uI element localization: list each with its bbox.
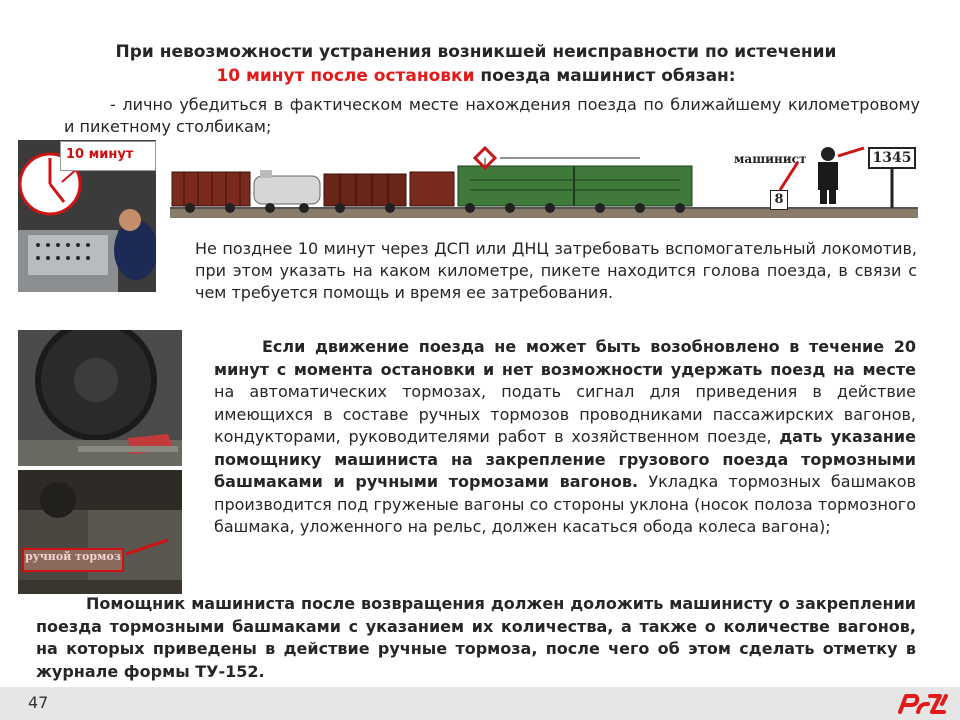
paragraph-secure-train: [214, 336, 916, 539]
wagon-3: [324, 174, 406, 206]
rzd-logo-icon: [896, 690, 950, 716]
para2-normal-2: Укладка тормозных башмаков производится под груженые вагоны со стороны уклона (носок полоза тормозного башмака, уложенного на рельс, должен касаться обода колеса вагона);: [214, 472, 917, 536]
machinist-label: машинист: [734, 152, 807, 166]
bullet-check-location: [64, 94, 920, 138]
machinist-figure: [818, 147, 838, 204]
wagon-2: [254, 170, 320, 204]
wheel-brake-shoe-photo: [18, 330, 182, 466]
page-number: 47: [28, 693, 49, 712]
para2-bold-1: Если движение поезда не может быть возобновлено в течение 20 минут с момента остановки и нет возможности удержать поезд на месте: [214, 337, 916, 379]
kilometer-sign: 1345: [868, 147, 916, 169]
clock-label: 10 минут: [66, 147, 134, 162]
para2-normal-1: на автоматических тормозах, подать сигнал для приведения в действие имеющихся в составе ручных тормозов проводниками пассажирских вагонов, кондукторами, руководителями работ в хозяйственном поезде,: [214, 382, 916, 446]
heading-highlight: 10 минут после остановки: [216, 66, 475, 86]
heading-line-2-rest: поезда машинист обязан:: [474, 66, 736, 86]
hand-brake-photo: [18, 470, 182, 594]
heading-line-1: При невозможности устранения возникшей неисправности по истечении: [115, 42, 837, 62]
paragraph-report-assistant: Помощник машиниста после возвращения должен доложить машинисту о закреплении поезда тормозными башмаками с указанием их количества, а также о количестве вагонов, на которых приведены в действие ручные тормоза, после чего об этом сделать отметку в журнале формы ТУ-152.: [36, 594, 916, 681]
heading-line-2: [36, 64, 916, 88]
footer-bar: [0, 687, 960, 720]
slide-heading: [36, 40, 916, 88]
brake-label: ручной тормоз: [25, 550, 121, 563]
locomotive: [458, 148, 692, 206]
para2-bold-2: дать указание помощнику машиниста на закрепление грузового поезда тормозными башмаками и ручными тормозами вагонов.: [214, 427, 916, 491]
paragraph-request-locomotive: Не позднее 10 минут через ДСП или ДНЦ затребовать вспомогательный локомотив, при этом указать на каком километре, пикете находится голова поезда, в связи с чем требуется помощь и время ее затребования.: [195, 239, 917, 302]
picket-post: 8: [770, 190, 788, 210]
wagon-1: [172, 172, 250, 206]
bullet-text: - лично убедиться в фактическом месте нахождения поезда по ближайшему километровому и пикетному столбикам;: [64, 95, 920, 136]
